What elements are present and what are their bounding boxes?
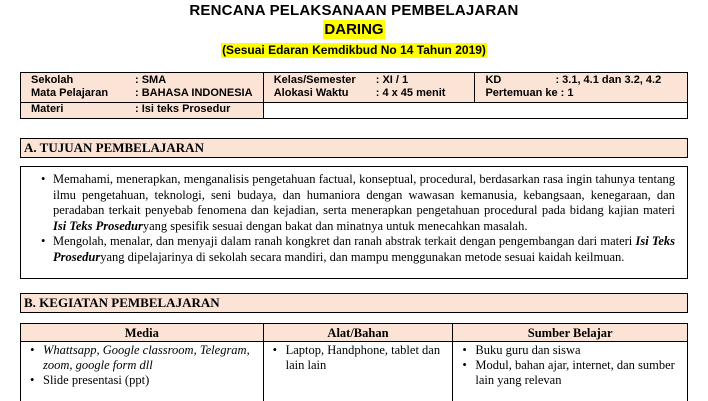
objective-item bbox=[41, 234, 675, 265]
class-cell bbox=[263, 73, 475, 103]
objective-text: Memahami, menerapkan, menganalisis pengetahuan factual, konseptual, procedural, berdasarkan rasa ingin tahunya tentang ilmu pengetahuan, teknologi, seni budaya, dan humaniora dengan wawasan kemanusia, kebangsaan, kenegaraan, dan peradaban terkait penyebab fenomena dan kejadian, serta menerapkan pengetahuan procedural pada bidang kajian materi bbox=[53, 172, 675, 217]
sources-cell bbox=[453, 342, 688, 401]
media-cell bbox=[21, 342, 264, 401]
objective-item bbox=[41, 172, 675, 234]
sources-header: Sumber Belajar bbox=[453, 324, 688, 342]
subject-label: Mata Pelajaran bbox=[31, 87, 109, 99]
identity-table bbox=[20, 72, 688, 119]
subtitle-banner bbox=[0, 41, 708, 57]
class-value: : XI / 1 bbox=[375, 74, 409, 86]
kd-value: : 3.1, 4.1 dan 3.2, 4.2 bbox=[555, 74, 662, 86]
section-b-heading: B. KEGIATAN PEMBELAJARAN bbox=[20, 293, 688, 313]
activities-table bbox=[20, 323, 688, 401]
class-label: Kelas/Semester bbox=[273, 74, 356, 86]
tools-item: • Laptop, Handphone, tablet dan lain lain bbox=[268, 343, 449, 373]
activities-row bbox=[21, 342, 688, 401]
school-cell bbox=[21, 73, 264, 103]
identity-row-2 bbox=[21, 103, 688, 119]
subject-value: : BAHASA INDONESIA bbox=[135, 87, 253, 99]
media-item: • Slide presentasi (ppt) bbox=[25, 373, 259, 388]
objective-emphasis: Isi Teks Prosedur bbox=[53, 234, 676, 264]
tools-header: Alat/Bahan bbox=[263, 324, 453, 342]
subtitle-label: (Sesuai Edaran Kemdikbud No 14 Tahun 2019) bbox=[222, 43, 486, 57]
section-a-heading: A. TUJUAN PEMBELAJARAN bbox=[20, 138, 688, 158]
objective-text: yang dipelajarinya di sekolah secara mandiri, dan mampu menggunakan metode sesuai kaidah keilmuan. bbox=[100, 249, 625, 264]
meeting-label: Pertemuan ke : 1 bbox=[485, 87, 574, 99]
kd-label: KD bbox=[485, 74, 502, 86]
kd-cell bbox=[475, 73, 688, 103]
objectives-list bbox=[41, 172, 675, 265]
mode-label: DARING bbox=[324, 21, 384, 38]
materi-value: : Isi teks Prosedur bbox=[135, 103, 231, 115]
materi-label: Materi bbox=[31, 103, 64, 115]
activities-header-row bbox=[21, 324, 688, 342]
media-item: • Whattsapp, Google classroom, Telegram, zoom, google form dll bbox=[25, 343, 259, 373]
materi-cell bbox=[21, 103, 264, 119]
school-value: : SMA bbox=[135, 74, 167, 86]
materi-blank-cell bbox=[263, 103, 687, 119]
mode-banner bbox=[0, 20, 708, 40]
objectives-box bbox=[20, 166, 688, 279]
school-label: Sekolah bbox=[31, 74, 74, 86]
media-header: Media bbox=[21, 324, 264, 342]
time-value: : 4 x 45 menit bbox=[375, 87, 446, 99]
tools-cell bbox=[263, 342, 453, 401]
sources-item: • Modul, bahan ajar, internet, dan sumber lain yang relevan bbox=[457, 358, 683, 388]
sources-item: • Buku guru dan siswa bbox=[457, 343, 683, 358]
objective-text: yang spesifik sesuai dengan bakat dan minatnya untuk menecahkan masalah. bbox=[142, 218, 528, 233]
identity-row-1 bbox=[21, 73, 688, 103]
time-label: Alokasi Waktu bbox=[273, 87, 349, 99]
objective-emphasis: Isi Teks Prosedur bbox=[53, 218, 143, 233]
document-title: RENCANA PELAKSANAAN PEMBELAJARAN bbox=[189, 2, 519, 19]
objective-text: Mengolah, menalar, dan menyaji dalam ranah kongkret dan ranah abstrak terkait dengan pengembangan dari materi bbox=[53, 234, 636, 248]
